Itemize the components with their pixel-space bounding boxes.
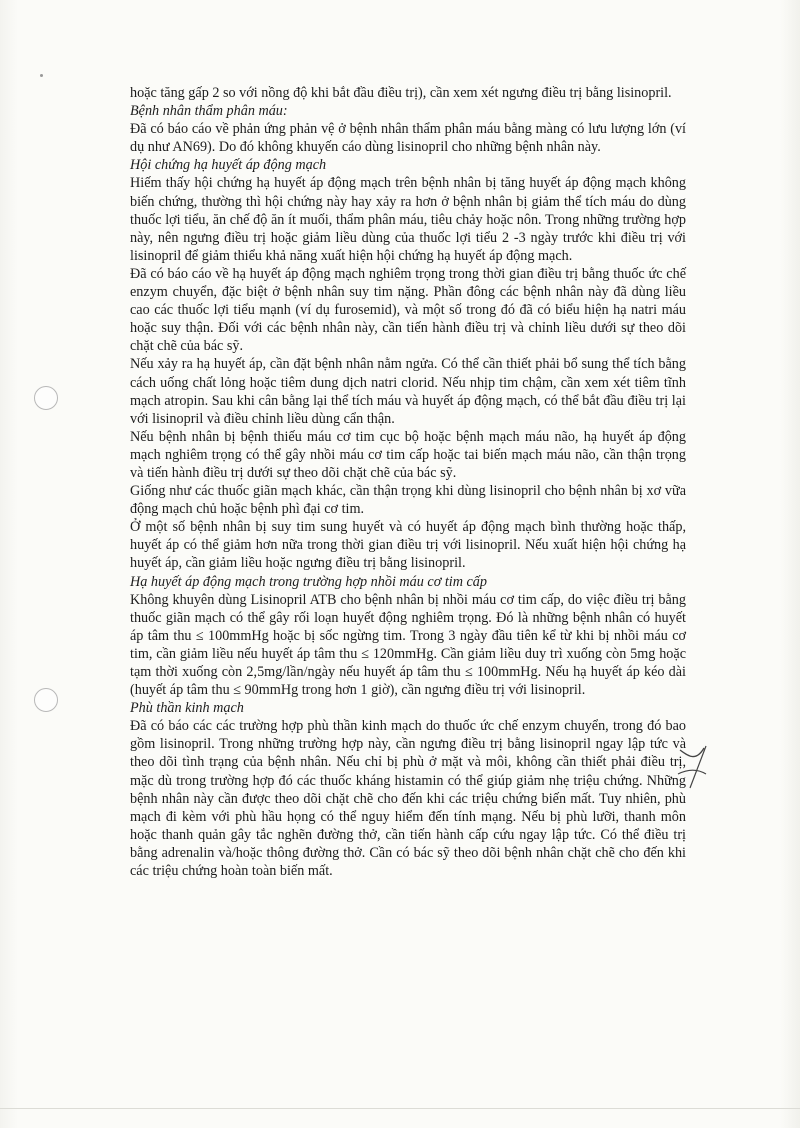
paragraph-myocardial-infarction: Không khuyên dùng Lisinopril ATB cho bệnh nhân bị nhồi máu cơ tim cấp, do việc điều trị bằng thuốc giãn mạch có thể gây rối loạn huyết động nghiêm trọng. Đó là những bệnh nhân có huyết áp tâm thu ≤ 100mmHg hoặc bị sốc ngừng tim. Trong 3 ngày đầu tiên kể từ khi bị nhồi máu cơ tim, cần giảm liều nếu huyết áp tâm thu ≤ 120mmHg. Cần giảm liều duy trì xuống còn 5mg hoặc tạm thời xuống còn 2,5mg/lần/ngày nếu huyết áp tâm thu ≤ 100mmHg. Nếu hạ huyết áp kéo dài (huyết áp tâm thu ≤ 90mmHg trong hơn 1 giờ), cần ngưng điều trị với lisinopril. xyxy=(130,591,686,699)
heading-myocardial-infarction: Hạ huyết áp động mạch trong trường hợp nhồi máu cơ tim cấp xyxy=(130,573,487,590)
punch-hole-bottom xyxy=(34,688,58,712)
paragraph-continuation: hoặc tăng gấp 2 so với nồng độ khi bắt đầu điều trị), cần xem xét ngưng điều trị bằng lisinopril. xyxy=(130,85,672,101)
document-body xyxy=(130,84,686,880)
paragraph-hypotension-2: Đã có báo cáo về hạ huyết áp động mạch nghiêm trọng trong thời gian điều trị bằng thuốc ức chế enzym chuyển, đặc biệt ở bệnh nhân suy tim nặng. Phần đông các bệnh nhân này đã dùng liều cao các thuốc lợi tiểu mạnh (ví dụ furosemid), và một số trong đó đã có biểu hiện hạ natri máu hoặc suy thận. Đối với các bệnh nhân này, cần tiến hành điều trị và chỉnh liều dưới sự theo dõi chặt chẽ của bác sỹ. xyxy=(130,265,686,355)
paragraph-hemodialysis: Đã có báo cáo về phản ứng phản vệ ở bệnh nhân thẩm phân máu bằng màng có lưu lượng lớn (ví dụ như AN69). Do đó không khuyến cáo dùng lisinopril cho những bệnh nhân này. xyxy=(130,121,686,156)
punch-hole-top xyxy=(34,386,58,410)
paragraph-angioedema: Đã có báo các các trường hợp phù thần kinh mạch do thuốc ức chế enzym chuyển, trong đó bao gồm lisinopril. Trong những trường hợp này, cần ngưng điều trị bằng lisinopril ngay lập tức và theo dõi tình trạng của bệnh nhân. Nếu chỉ bị phù ở mặt và môi, không cần thiết phải điều trị, mặc dù trong trường hợp đó các thuốc kháng histamin có thể giúp giảm nhẹ triệu chứng. Những bệnh nhân này cần được theo dõi chặt chẽ cho đến khi các triệu chứng biến mất. Tuy nhiên, phù mạch đi kèm với phù hầu họng có thể nguy hiểm đến tính mạng. Nếu bị phù lưỡi, thanh môn hoặc thanh quản gây tắc nghẽn đường thở, cần tiến hành cấp cứu ngay lập tức. Có thể điều trị bằng adrenalin và/hoặc thông đường thở. Cần có bác sỹ theo dõi bệnh nhân chặt chẽ cho đến khi các triệu chứng hoàn toàn biến mất. xyxy=(130,718,686,880)
heading-angioedema: Phù thần kinh mạch xyxy=(130,700,244,717)
paragraph-hypotension-3: Nếu xảy ra hạ huyết áp, cần đặt bệnh nhân nằm ngửa. Có thể cần thiết phải bổ sung thể tích bằng cách uống chất lỏng hoặc tiêm dung dịch natri clorid. Nếu nhịp tim chậm, cần xem xét tiêm tĩnh mạch atropin. Sau khi cân bằng lại thể tích máu và huyết áp động mạch, có thể bắt đầu điều trị lại với lisinopril và điều chỉnh liều dùng cẩn thận. xyxy=(130,356,686,427)
paragraph-hypotension-4: Nếu bệnh nhân bị bệnh thiếu máu cơ tim cục bộ hoặc bệnh mạch máu não, hạ huyết áp động mạch nghiêm trọng có thể gây nhồi máu cơ tim cấp hoặc tai biến mạch máu não, cần thận trọng và tiến hành điều trị dưới sự theo dõi chặt chẽ của bác sỹ. xyxy=(130,428,686,481)
page-edge-line xyxy=(0,1108,800,1109)
paragraph-hypotension-6: Ở một số bệnh nhân bị suy tim sung huyết và có huyết áp động mạch bình thường hoặc thấp, huyết áp có thể giảm hơn nữa trong thời gian điều trị với lisinopril. Nếu xuất hiện hội chứng hạ huyết áp, cần giảm liều hoặc ngưng điều trị bằng lisinopril. xyxy=(130,519,686,572)
heading-hypotension-syndrome: Hội chứng hạ huyết áp động mạch xyxy=(130,157,327,174)
heading-hemodialysis: Bệnh nhân thẩm phân máu: xyxy=(130,103,288,120)
scan-speck xyxy=(40,74,43,77)
paragraph-hypotension-5: Giống như các thuốc giãn mạch khác, cần thận trọng khi dùng lisinopril cho bệnh nhân bị xơ vữa động mạch chủ hoặc bệnh phì đại cơ tim. xyxy=(130,483,686,518)
paragraph-hypotension-1: Hiếm thấy hội chứng hạ huyết áp động mạch trên bệnh nhân bị tăng huyết áp động mạch không biến chứng, thường thì hội chứng này hay xảy ra hơn ở bệnh nhân bị giảm thể tích máu do dùng thuốc lợi tiểu, ăn chế độ ăn ít muối, thẩm phân máu, tiêu chảy hoặc nôn. Trong những trường hợp này, nên ngưng điều trị hoặc giảm liều dùng của thuốc lợi tiểu 2 -3 ngày trước khi điều trị với lisinopril để giảm thiểu khả năng xuất hiện hội chứng hạ huyết áp động mạch. xyxy=(130,175,686,264)
